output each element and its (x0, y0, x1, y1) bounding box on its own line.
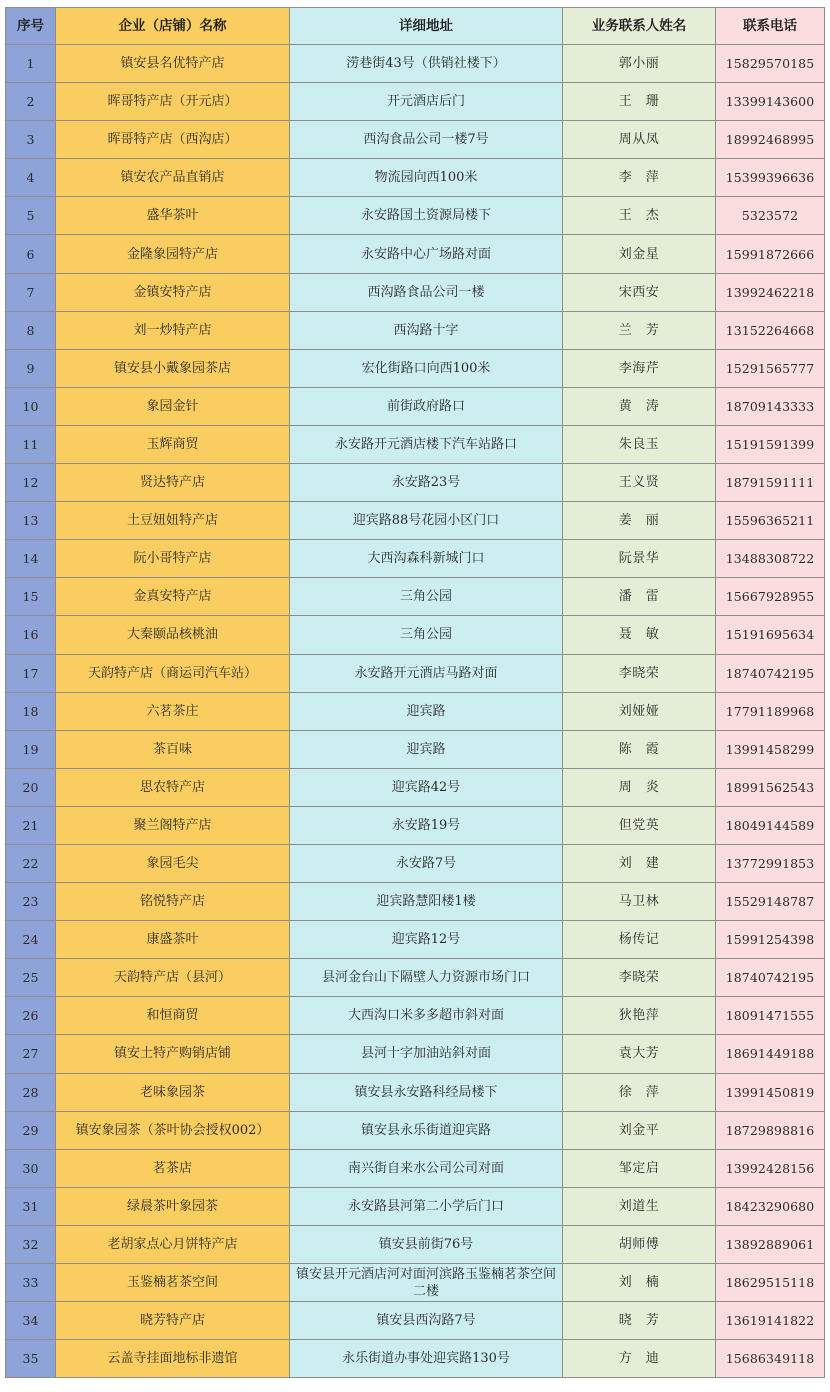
table-row (6, 273, 825, 311)
cell-address: 涝巷街43号（供销社楼下） (290, 45, 563, 83)
cell-shop-name: 贤达特产店 (56, 464, 290, 502)
cell-index: 13 (6, 502, 56, 540)
cell-phone: 13991450819 (716, 1073, 825, 1111)
header-index: 序号 (6, 8, 56, 45)
cell-index: 29 (6, 1111, 56, 1149)
shop-contact-table (5, 7, 825, 1378)
table-row (6, 616, 825, 654)
cell-index: 27 (6, 1035, 56, 1073)
cell-address: 迎宾路88号花园小区门口 (290, 502, 563, 540)
cell-phone: 15991872666 (716, 235, 825, 273)
cell-index: 21 (6, 806, 56, 844)
cell-address: 迎宾路12号 (290, 921, 563, 959)
cell-index: 1 (6, 45, 56, 83)
table-row (6, 883, 825, 921)
cell-shop-name: 大秦颐品核桃油 (56, 616, 290, 654)
table-row (6, 959, 825, 997)
table-row (6, 921, 825, 959)
cell-phone: 15686349118 (716, 1340, 825, 1378)
cell-shop-name: 镇安县名优特产店 (56, 45, 290, 83)
cell-contact-name: 刘道生 (563, 1187, 716, 1225)
cell-index: 7 (6, 273, 56, 311)
cell-contact-name: 兰 芳 (563, 311, 716, 349)
cell-phone: 18729898816 (716, 1111, 825, 1149)
cell-index: 4 (6, 159, 56, 197)
cell-address: 大西沟森科新城门口 (290, 540, 563, 578)
cell-contact-name: 陈 霞 (563, 730, 716, 768)
cell-index: 15 (6, 578, 56, 616)
cell-address: 永安路19号 (290, 806, 563, 844)
table-row (6, 1149, 825, 1187)
cell-address: 镇安县开元酒店河对面河滨路玉鉴楠茗茶空间二楼 (290, 1264, 563, 1302)
cell-contact-name: 李晓荣 (563, 959, 716, 997)
cell-phone: 18992468995 (716, 121, 825, 159)
table-row (6, 83, 825, 121)
table-row (6, 692, 825, 730)
cell-shop-name: 茗茶店 (56, 1149, 290, 1187)
cell-shop-name: 阮小哥特产店 (56, 540, 290, 578)
cell-contact-name: 刘金星 (563, 235, 716, 273)
cell-index: 26 (6, 997, 56, 1035)
cell-contact-name: 王义贤 (563, 464, 716, 502)
cell-address: 永安路开元酒店马路对面 (290, 654, 563, 692)
table-row (6, 540, 825, 578)
table-row (6, 997, 825, 1035)
cell-index: 11 (6, 425, 56, 463)
cell-contact-name: 方 迪 (563, 1340, 716, 1378)
cell-shop-name: 铭悦特产店 (56, 883, 290, 921)
cell-phone: 15667928955 (716, 578, 825, 616)
table-row (6, 1035, 825, 1073)
table-row (6, 654, 825, 692)
cell-address: 永安路县河第二小学后门口 (290, 1187, 563, 1225)
cell-address: 永安路23号 (290, 464, 563, 502)
cell-contact-name: 徐 萍 (563, 1073, 716, 1111)
cell-address: 西沟路食品公司一楼 (290, 273, 563, 311)
cell-index: 22 (6, 844, 56, 882)
cell-index: 33 (6, 1264, 56, 1302)
cell-contact-name: 姜 丽 (563, 502, 716, 540)
cell-contact-name: 马卫林 (563, 883, 716, 921)
cell-shop-name: 晖哥特产店（西沟店） (56, 121, 290, 159)
cell-contact-name: 胡师傅 (563, 1225, 716, 1263)
cell-index: 32 (6, 1225, 56, 1263)
cell-phone: 15291565777 (716, 349, 825, 387)
cell-shop-name: 镇安农产品直销店 (56, 159, 290, 197)
cell-phone: 13488308722 (716, 540, 825, 578)
cell-address: 县河十字加油站斜对面 (290, 1035, 563, 1073)
cell-shop-name: 土豆妞妞特产店 (56, 502, 290, 540)
table-row (6, 464, 825, 502)
table-row (6, 311, 825, 349)
cell-shop-name: 刘一炒特产店 (56, 311, 290, 349)
cell-address: 永安路7号 (290, 844, 563, 882)
cell-index: 14 (6, 540, 56, 578)
cell-contact-name: 狄艳萍 (563, 997, 716, 1035)
cell-shop-name: 天韵特产店（县河） (56, 959, 290, 997)
cell-contact-name: 周 炎 (563, 768, 716, 806)
cell-phone: 17791189968 (716, 692, 825, 730)
cell-index: 31 (6, 1187, 56, 1225)
cell-index: 3 (6, 121, 56, 159)
cell-address: 迎宾路 (290, 692, 563, 730)
table-row (6, 235, 825, 273)
cell-address: 西沟路十字 (290, 311, 563, 349)
cell-contact-name: 宋西安 (563, 273, 716, 311)
cell-shop-name: 聚兰阁特产店 (56, 806, 290, 844)
cell-index: 24 (6, 921, 56, 959)
table-row (6, 425, 825, 463)
cell-shop-name: 晖哥特产店（开元店） (56, 83, 290, 121)
cell-phone: 18740742195 (716, 959, 825, 997)
cell-shop-name: 天韵特产店（商运司汽车站） (56, 654, 290, 692)
cell-contact-name: 李海芹 (563, 349, 716, 387)
cell-phone: 13399143600 (716, 83, 825, 121)
cell-index: 23 (6, 883, 56, 921)
cell-contact-name: 刘 楠 (563, 1264, 716, 1302)
cell-phone: 18740742195 (716, 654, 825, 692)
cell-phone: 15829570185 (716, 45, 825, 83)
cell-phone: 13619141822 (716, 1302, 825, 1340)
cell-phone: 13892889061 (716, 1225, 825, 1263)
cell-contact-name: 朱良玉 (563, 425, 716, 463)
cell-contact-name: 李 萍 (563, 159, 716, 197)
cell-address: 三角公园 (290, 578, 563, 616)
header-address: 详细地址 (290, 8, 563, 45)
cell-shop-name: 盛华茶叶 (56, 197, 290, 235)
cell-phone: 15191591399 (716, 425, 825, 463)
cell-index: 34 (6, 1302, 56, 1340)
cell-address: 物流园向西100米 (290, 159, 563, 197)
cell-contact-name: 郭小丽 (563, 45, 716, 83)
cell-shop-name: 象园金针 (56, 387, 290, 425)
cell-phone: 5323572 (716, 197, 825, 235)
cell-address: 宏化街路口向西100米 (290, 349, 563, 387)
cell-phone: 13772991853 (716, 844, 825, 882)
cell-address: 永乐街道办事处迎宾路130号 (290, 1340, 563, 1378)
table-header (6, 8, 825, 45)
cell-phone: 13991458299 (716, 730, 825, 768)
cell-contact-name: 聂 敏 (563, 616, 716, 654)
cell-shop-name: 象园毛尖 (56, 844, 290, 882)
table-row (6, 349, 825, 387)
cell-contact-name: 李晓荣 (563, 654, 716, 692)
cell-phone: 18423290680 (716, 1187, 825, 1225)
table-row (6, 806, 825, 844)
cell-address: 南兴街自来水公司公司对面 (290, 1149, 563, 1187)
cell-phone: 15191695634 (716, 616, 825, 654)
cell-contact-name: 王 珊 (563, 83, 716, 121)
cell-index: 2 (6, 83, 56, 121)
cell-contact-name: 阮景华 (563, 540, 716, 578)
cell-address: 镇安县永安路科经局楼下 (290, 1073, 563, 1111)
cell-shop-name: 金隆象园特产店 (56, 235, 290, 273)
cell-index: 18 (6, 692, 56, 730)
cell-address: 永安路国土资源局楼下 (290, 197, 563, 235)
cell-phone: 18991562543 (716, 768, 825, 806)
cell-shop-name: 茶百味 (56, 730, 290, 768)
cell-contact-name: 潘 雷 (563, 578, 716, 616)
cell-phone: 18629515118 (716, 1264, 825, 1302)
cell-index: 16 (6, 616, 56, 654)
cell-phone: 15529148787 (716, 883, 825, 921)
cell-address: 永安路开元酒店楼下汽车站路口 (290, 425, 563, 463)
header-contact-name: 业务联系人姓名 (563, 8, 716, 45)
cell-shop-name: 金真安特产店 (56, 578, 290, 616)
header-shop-name: 企业（店铺）名称 (56, 8, 290, 45)
table-body (6, 45, 825, 1378)
cell-index: 20 (6, 768, 56, 806)
cell-index: 5 (6, 197, 56, 235)
cell-phone: 18049144589 (716, 806, 825, 844)
cell-shop-name: 镇安县小戴象园茶店 (56, 349, 290, 387)
table-row (6, 45, 825, 83)
table-row (6, 844, 825, 882)
cell-shop-name: 康盛茶叶 (56, 921, 290, 959)
cell-phone: 13152264668 (716, 311, 825, 349)
table-row (6, 578, 825, 616)
cell-contact-name: 刘 建 (563, 844, 716, 882)
cell-phone: 13992462218 (716, 273, 825, 311)
cell-index: 9 (6, 349, 56, 387)
cell-shop-name: 玉辉商贸 (56, 425, 290, 463)
cell-index: 12 (6, 464, 56, 502)
cell-contact-name: 周从凤 (563, 121, 716, 159)
cell-shop-name: 老胡家点心月饼特产店 (56, 1225, 290, 1263)
cell-index: 17 (6, 654, 56, 692)
cell-shop-name: 老味象园茶 (56, 1073, 290, 1111)
cell-shop-name: 玉鉴楠茗茶空间 (56, 1264, 290, 1302)
cell-phone: 18091471555 (716, 997, 825, 1035)
table-row (6, 1225, 825, 1263)
table-row (6, 768, 825, 806)
cell-index: 10 (6, 387, 56, 425)
cell-address: 迎宾路42号 (290, 768, 563, 806)
cell-index: 25 (6, 959, 56, 997)
table-row (6, 1111, 825, 1149)
cell-phone: 13992428156 (716, 1149, 825, 1187)
cell-phone: 18709143333 (716, 387, 825, 425)
header-phone: 联系电话 (716, 8, 825, 45)
cell-shop-name: 晓芳特产店 (56, 1302, 290, 1340)
table-row (6, 387, 825, 425)
cell-address: 开元酒店后门 (290, 83, 563, 121)
cell-shop-name: 绿晨茶叶象园茶 (56, 1187, 290, 1225)
cell-contact-name: 袁大芳 (563, 1035, 716, 1073)
cell-shop-name: 镇安土特产购销店铺 (56, 1035, 290, 1073)
cell-contact-name: 但党英 (563, 806, 716, 844)
cell-address: 镇安县西沟路7号 (290, 1302, 563, 1340)
cell-shop-name: 六茗茶庄 (56, 692, 290, 730)
cell-address: 西沟食品公司一楼7号 (290, 121, 563, 159)
cell-phone: 18691449188 (716, 1035, 825, 1073)
table-row (6, 1264, 825, 1302)
cell-phone: 15596365211 (716, 502, 825, 540)
table-row (6, 1073, 825, 1111)
header-row (6, 8, 825, 45)
cell-index: 30 (6, 1149, 56, 1187)
cell-address: 县河金台山下隔壁人力资源市场门口 (290, 959, 563, 997)
cell-index: 19 (6, 730, 56, 768)
cell-contact-name: 刘金平 (563, 1111, 716, 1149)
table-row (6, 1340, 825, 1378)
table-row (6, 1187, 825, 1225)
cell-index: 28 (6, 1073, 56, 1111)
cell-index: 8 (6, 311, 56, 349)
cell-shop-name: 镇安象园茶（茶叶协会授权002） (56, 1111, 290, 1149)
cell-address: 迎宾路 (290, 730, 563, 768)
cell-phone: 15991254398 (716, 921, 825, 959)
table-row (6, 159, 825, 197)
cell-address: 大西沟口米多多超市斜对面 (290, 997, 563, 1035)
table-row (6, 121, 825, 159)
cell-contact-name: 刘娅娅 (563, 692, 716, 730)
table-row (6, 502, 825, 540)
cell-address: 永安路中心广场路对面 (290, 235, 563, 273)
cell-shop-name: 思农特产店 (56, 768, 290, 806)
cell-address: 三角公园 (290, 616, 563, 654)
table-row (6, 197, 825, 235)
cell-index: 6 (6, 235, 56, 273)
cell-phone: 18791591111 (716, 464, 825, 502)
cell-shop-name: 和恒商贸 (56, 997, 290, 1035)
cell-contact-name: 杨传记 (563, 921, 716, 959)
cell-contact-name: 黄 涛 (563, 387, 716, 425)
cell-index: 35 (6, 1340, 56, 1378)
cell-shop-name: 云盖寺挂面地标非遗馆 (56, 1340, 290, 1378)
cell-shop-name: 金镇安特产店 (56, 273, 290, 311)
cell-address: 迎宾路慧阳楼1楼 (290, 883, 563, 921)
cell-contact-name: 邹定启 (563, 1149, 716, 1187)
table-row (6, 730, 825, 768)
cell-address: 前街政府路口 (290, 387, 563, 425)
cell-address: 镇安县永乐街道迎宾路 (290, 1111, 563, 1149)
cell-phone: 15399396636 (716, 159, 825, 197)
table-row (6, 1302, 825, 1340)
cell-contact-name: 王 杰 (563, 197, 716, 235)
cell-contact-name: 晓 芳 (563, 1302, 716, 1340)
cell-address: 镇安县前街76号 (290, 1225, 563, 1263)
